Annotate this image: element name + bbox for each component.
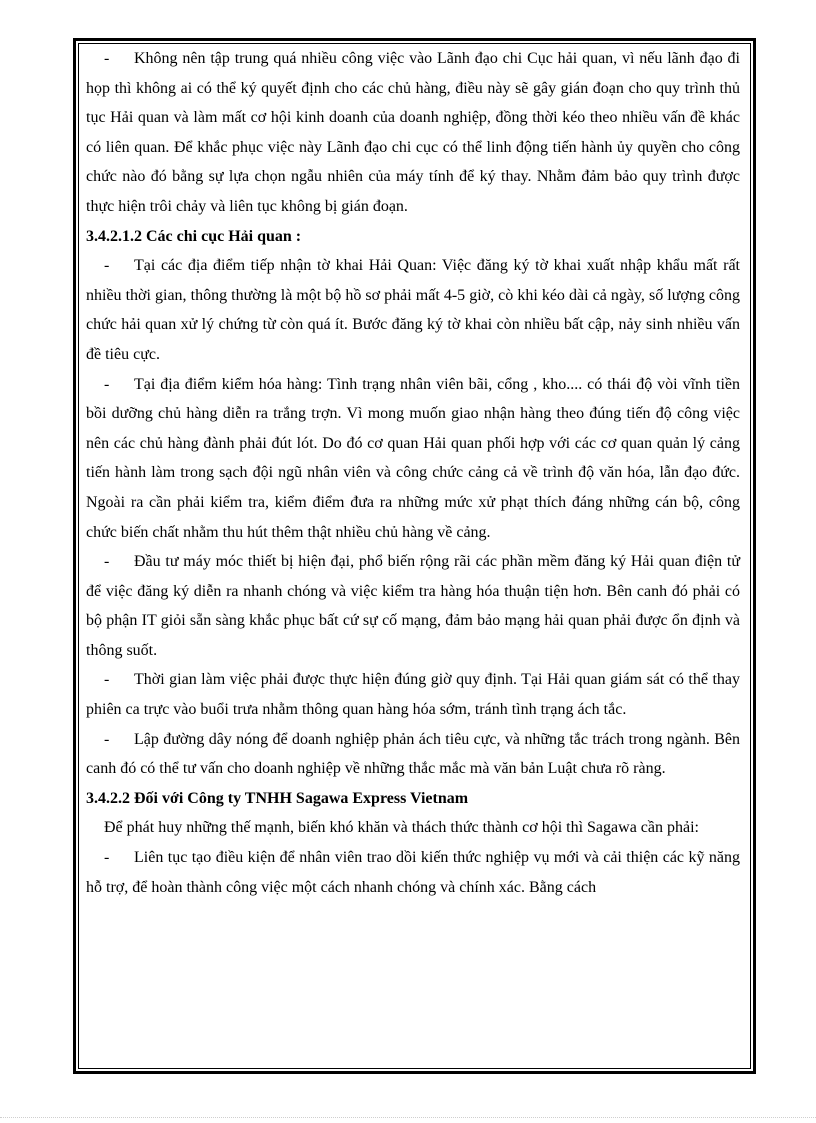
- bullet-dash: -: [104, 553, 110, 571]
- paragraph-bullet-6: [86, 725, 740, 784]
- paragraph-text: Lập đường dây nóng để doanh nghiệp phản ách tiêu cực, và những tắc trách trong ngành. Bên canh đó có thể tư vấn cho doanh nghiệp về những thắc mắc mà văn bản Luật chưa rõ ràng.: [86, 730, 740, 778]
- paragraph-bullet-3: [86, 370, 740, 548]
- paragraph-bullet-4: [86, 547, 740, 665]
- paragraph-bullet-1: [86, 44, 740, 222]
- bullet-dash: -: [104, 730, 110, 748]
- paragraph-text: Thời gian làm việc phải được thực hiện đúng giờ quy định. Tại Hải quan giám sát có thể thay phiên ca trực vào buổi trưa nhằm thông quan hàng hóa sớm, tránh tình trạng ách tắc.: [86, 671, 740, 719]
- paragraph-text: Liên tục tạo điều kiện để nhân viên trao dồi kiến thức nghiệp vụ mới và cải thiện các kỹ năng hỗ trợ, để hoàn thành công việc một cách nhanh chóng và chính xác. Bằng cách: [86, 849, 740, 896]
- paragraph-intro: Để phát huy những thế mạnh, biến khó khăn và thách thức thành cơ hội thì Sagawa cần phải:: [104, 819, 699, 837]
- bullet-dash: -: [104, 50, 110, 67]
- paragraph-bullet-7: [86, 843, 740, 902]
- bullet-dash: -: [104, 375, 110, 393]
- section-heading-3-4-2-1-2: 3.4.2.1.2 Các chi cục Hải quan :: [86, 227, 302, 245]
- document-body: [86, 44, 740, 902]
- section-heading-3-4-2-2: 3.4.2.2 Đối với Công ty TNHH Sagawa Express Vietnam: [86, 789, 469, 807]
- bullet-dash: -: [104, 671, 110, 689]
- page-bottom-dotted-rule: [0, 1117, 816, 1118]
- paragraph-text: Tại các địa điểm tiếp nhận tờ khai Hải Quan: Việc đăng ký tờ khai xuất nhập khẩu mất rất nhiều thời gian, thông thường là một bộ hồ sơ phải mất 4-5 giờ, cò khi kéo dài cả ngày, số lượng công chức hải quan xử lý chứng từ còn quá ít. Bước đăng ký tờ khai còn nhiều bất cập, nảy sinh nhiều vấn đề tiêu cực.: [86, 257, 740, 363]
- paragraph-bullet-2: [86, 251, 740, 369]
- paragraph-text: Tại địa điểm kiểm hóa hàng: Tình trạng nhân viên bãi, cổng , kho.... có thái độ vòi vĩnh tiền bồi dưỡng chủ hàng diễn ra trắng trợn. Vì mong muốn giao nhận hàng theo đúng tiến độ công việc nên các chủ hàng đành phải đút lót. Do đó cơ quan Hải quan phối hợp với các cơ quan quản lý cảng tiến hành làm trong sạch đội ngũ nhân viên và công chức cảng cả về trình độ văn hóa, lẫn đạo đức. Ngoài ra cần phải kiểm tra, kiểm điểm đưa ra những mức xử phạt thích đáng những cán bộ, công chức biến chất nhằm thu hút thêm thật nhiều chủ hàng về cảng.: [86, 375, 740, 541]
- paragraph-text: Không nên tập trung quá nhiều công việc vào Lãnh đạo chi Cục hải quan, vì nếu lãnh đạo đi họp thì không ai có thể ký quyết định cho các chủ hàng, điều này sẽ gây gián đoạn cho quy trình thủ tục Hải quan và làm mất cơ hội kinh doanh của doanh nghiệp, đồng thời kéo theo nhiều vấn đề khác có liên quan. Để khắc phục việc này Lãnh đạo chi cục có thể linh động tiến hành ủy quyền cho công chức nào đó bằng sự lựa chọn ngẫu nhiên của máy tính để ký thay. Nhằm đảm bảo quy trình được thực hiện trôi chảy và liên tục không bị gián đoạn.: [86, 50, 740, 215]
- paragraph-text: Đầu tư máy móc thiết bị hiện đại, phổ biến rộng rãi các phần mềm đăng ký Hải quan điện tử để việc đăng ký diễn ra nhanh chóng và việc kiểm tra hàng hóa thuận tiện hơn. Bên canh đó phải có bộ phận IT giỏi sẵn sàng khắc phục bất cứ sự cố mạng, đảm bảo mạng hải quan phải được ổn định và thông suốt.: [86, 553, 740, 659]
- paragraph-bullet-5: [86, 665, 740, 724]
- bullet-dash: -: [104, 849, 110, 867]
- bullet-dash: -: [104, 257, 110, 275]
